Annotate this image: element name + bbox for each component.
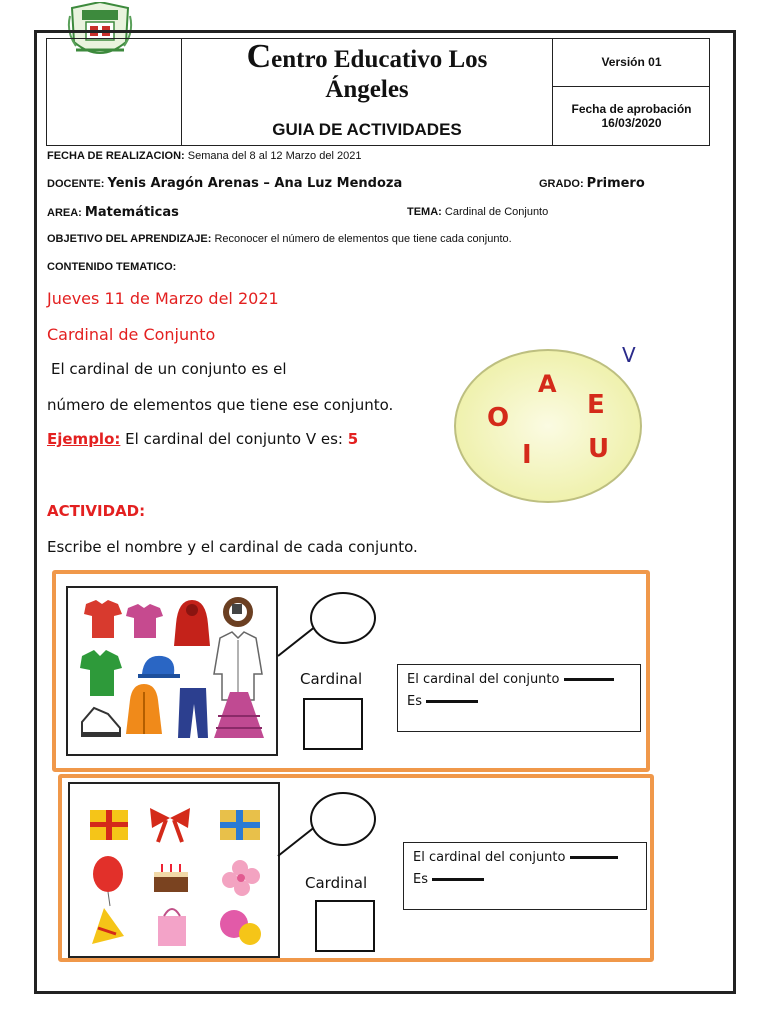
lesson-topic: Cardinal de Conjunto: [47, 325, 216, 344]
cap-blue-icon: [138, 656, 180, 678]
fecha-label: FECHA DE REALIZACION:: [47, 150, 185, 162]
exercise1-answer-text2: Es: [407, 694, 422, 709]
tema-field: [407, 206, 548, 218]
party-hat-icon: [92, 908, 124, 944]
gift-bag-pink-icon: [158, 909, 186, 946]
fecha-field: [47, 150, 361, 162]
jeans-blue-icon: [178, 688, 208, 738]
area-field: [47, 205, 179, 220]
jacket-orange-icon: [126, 684, 162, 734]
gift-blue-icon: [220, 810, 260, 840]
exercise2-answer-line2: [413, 872, 484, 887]
flower-pink-icon: [222, 860, 260, 896]
gift-yellow-icon: [90, 810, 128, 840]
exercise1-answer-text1: El cardinal del conjunto: [407, 672, 560, 687]
objetivo-value: Reconocer el número de elementos que tiene cada conjunto.: [214, 233, 512, 245]
exercise2-cardinal-box[interactable]: [315, 900, 375, 952]
balloon-red-icon: [93, 856, 123, 906]
definition-line1: El cardinal de un conjunto es el: [51, 360, 287, 378]
ribbon-bow-red-icon: [150, 808, 190, 842]
venn-letter-i: I: [522, 440, 532, 470]
tema-value: Cardinal de Conjunto: [444, 206, 549, 218]
contenido-label: CONTENIDO TEMATICO:: [47, 261, 177, 273]
venn-letter-o: O: [487, 403, 510, 433]
hoodie-red-icon: [174, 600, 210, 646]
example-answer: 5: [347, 430, 359, 448]
docente-label: DOCENTE:: [47, 178, 105, 190]
objetivo-label: OBJETIVO DEL APRENDIZAJE:: [47, 233, 212, 245]
grado-label: GRADO:: [539, 178, 584, 190]
exercise2-answer-text1: El cardinal del conjunto: [413, 850, 566, 865]
venn-letter-u: U: [588, 434, 610, 464]
exercise2-answer-box: [403, 842, 647, 910]
activity-title: ACTIVIDAD:: [47, 502, 146, 520]
definition-line2: número de elementos que tiene ese conjunto.: [47, 396, 394, 414]
sneaker-icon: [82, 708, 120, 737]
exercise1-name-circle[interactable]: [310, 592, 376, 644]
birthday-cake-icon: [154, 864, 188, 892]
fecha-value: Semana del 8 al 12 Marzo del 2021: [187, 150, 362, 162]
area-value: Matemáticas: [84, 205, 179, 220]
dress-shirt-white-icon: [214, 632, 262, 700]
version-label: Versión 01: [601, 55, 662, 69]
example-label: Ejemplo:: [47, 430, 121, 448]
contenido-field: [47, 261, 176, 273]
example-text: El cardinal del conjunto V es:: [125, 430, 343, 448]
header-divider: [553, 86, 709, 87]
grado-value: Primero: [586, 176, 645, 191]
t-shirt-purple-icon: [126, 604, 163, 638]
approval-label: Fecha de aprobación: [571, 102, 692, 116]
docente-field: [47, 176, 402, 191]
balloons-pink-yellow-icon: [220, 910, 261, 945]
belt-icon: [226, 600, 250, 624]
venn-letter-a: A: [538, 370, 557, 398]
exercise1-answer-line2: [407, 694, 478, 709]
exercise2-image: [68, 782, 280, 958]
exercise1-answer-blank2[interactable]: [426, 700, 478, 703]
area-label: AREA:: [47, 207, 82, 219]
venn-letter-e: E: [587, 390, 605, 420]
exercise2-cardinal-label: Cardinal: [305, 874, 368, 892]
header-logo-cell: [47, 39, 182, 145]
exercise1-cardinal-label: Cardinal: [300, 670, 363, 688]
exercise1-answer-blank1[interactable]: [564, 678, 614, 681]
exercise2-name-circle[interactable]: [310, 792, 376, 846]
school-initial: C: [246, 38, 272, 75]
activity-instruction: Escribe el nombre y el cardinal de cada conjunto.: [47, 538, 418, 556]
exercise1-answer-line1: [407, 672, 614, 687]
polo-green-icon: [80, 650, 122, 696]
example-line: [47, 430, 358, 448]
lesson-date: Jueves 11 de Marzo del 2021: [47, 289, 279, 308]
school-name-line2: Ángeles: [325, 76, 409, 103]
objetivo-field: [47, 233, 512, 245]
exercise2-answer-blank2[interactable]: [432, 878, 484, 881]
exercise1-answer-box: [397, 664, 641, 732]
grado-field: [539, 176, 645, 191]
exercise1-image: [66, 586, 278, 756]
guide-title: GUIA DE ACTIVIDADES: [272, 120, 462, 139]
exercise2-answer-blank1[interactable]: [570, 856, 618, 859]
docente-value: Yenis Aragón Arenas – Ana Luz Mendoza: [107, 176, 403, 191]
approval-date-value: 16/03/2020: [601, 116, 662, 130]
exercise1-cardinal-box[interactable]: [303, 698, 363, 750]
exercise2-answer-line1: [413, 850, 618, 865]
t-shirt-red-icon: [84, 600, 122, 638]
approval-date: [553, 102, 710, 130]
tema-label: TEMA:: [407, 206, 442, 218]
school-name-line1: entro Educativo Los: [271, 46, 488, 73]
school-name: [182, 38, 552, 105]
exercise2-answer-text2: Es: [413, 872, 428, 887]
venn-diagram: [448, 338, 648, 508]
venn-set-name: V: [622, 343, 636, 367]
